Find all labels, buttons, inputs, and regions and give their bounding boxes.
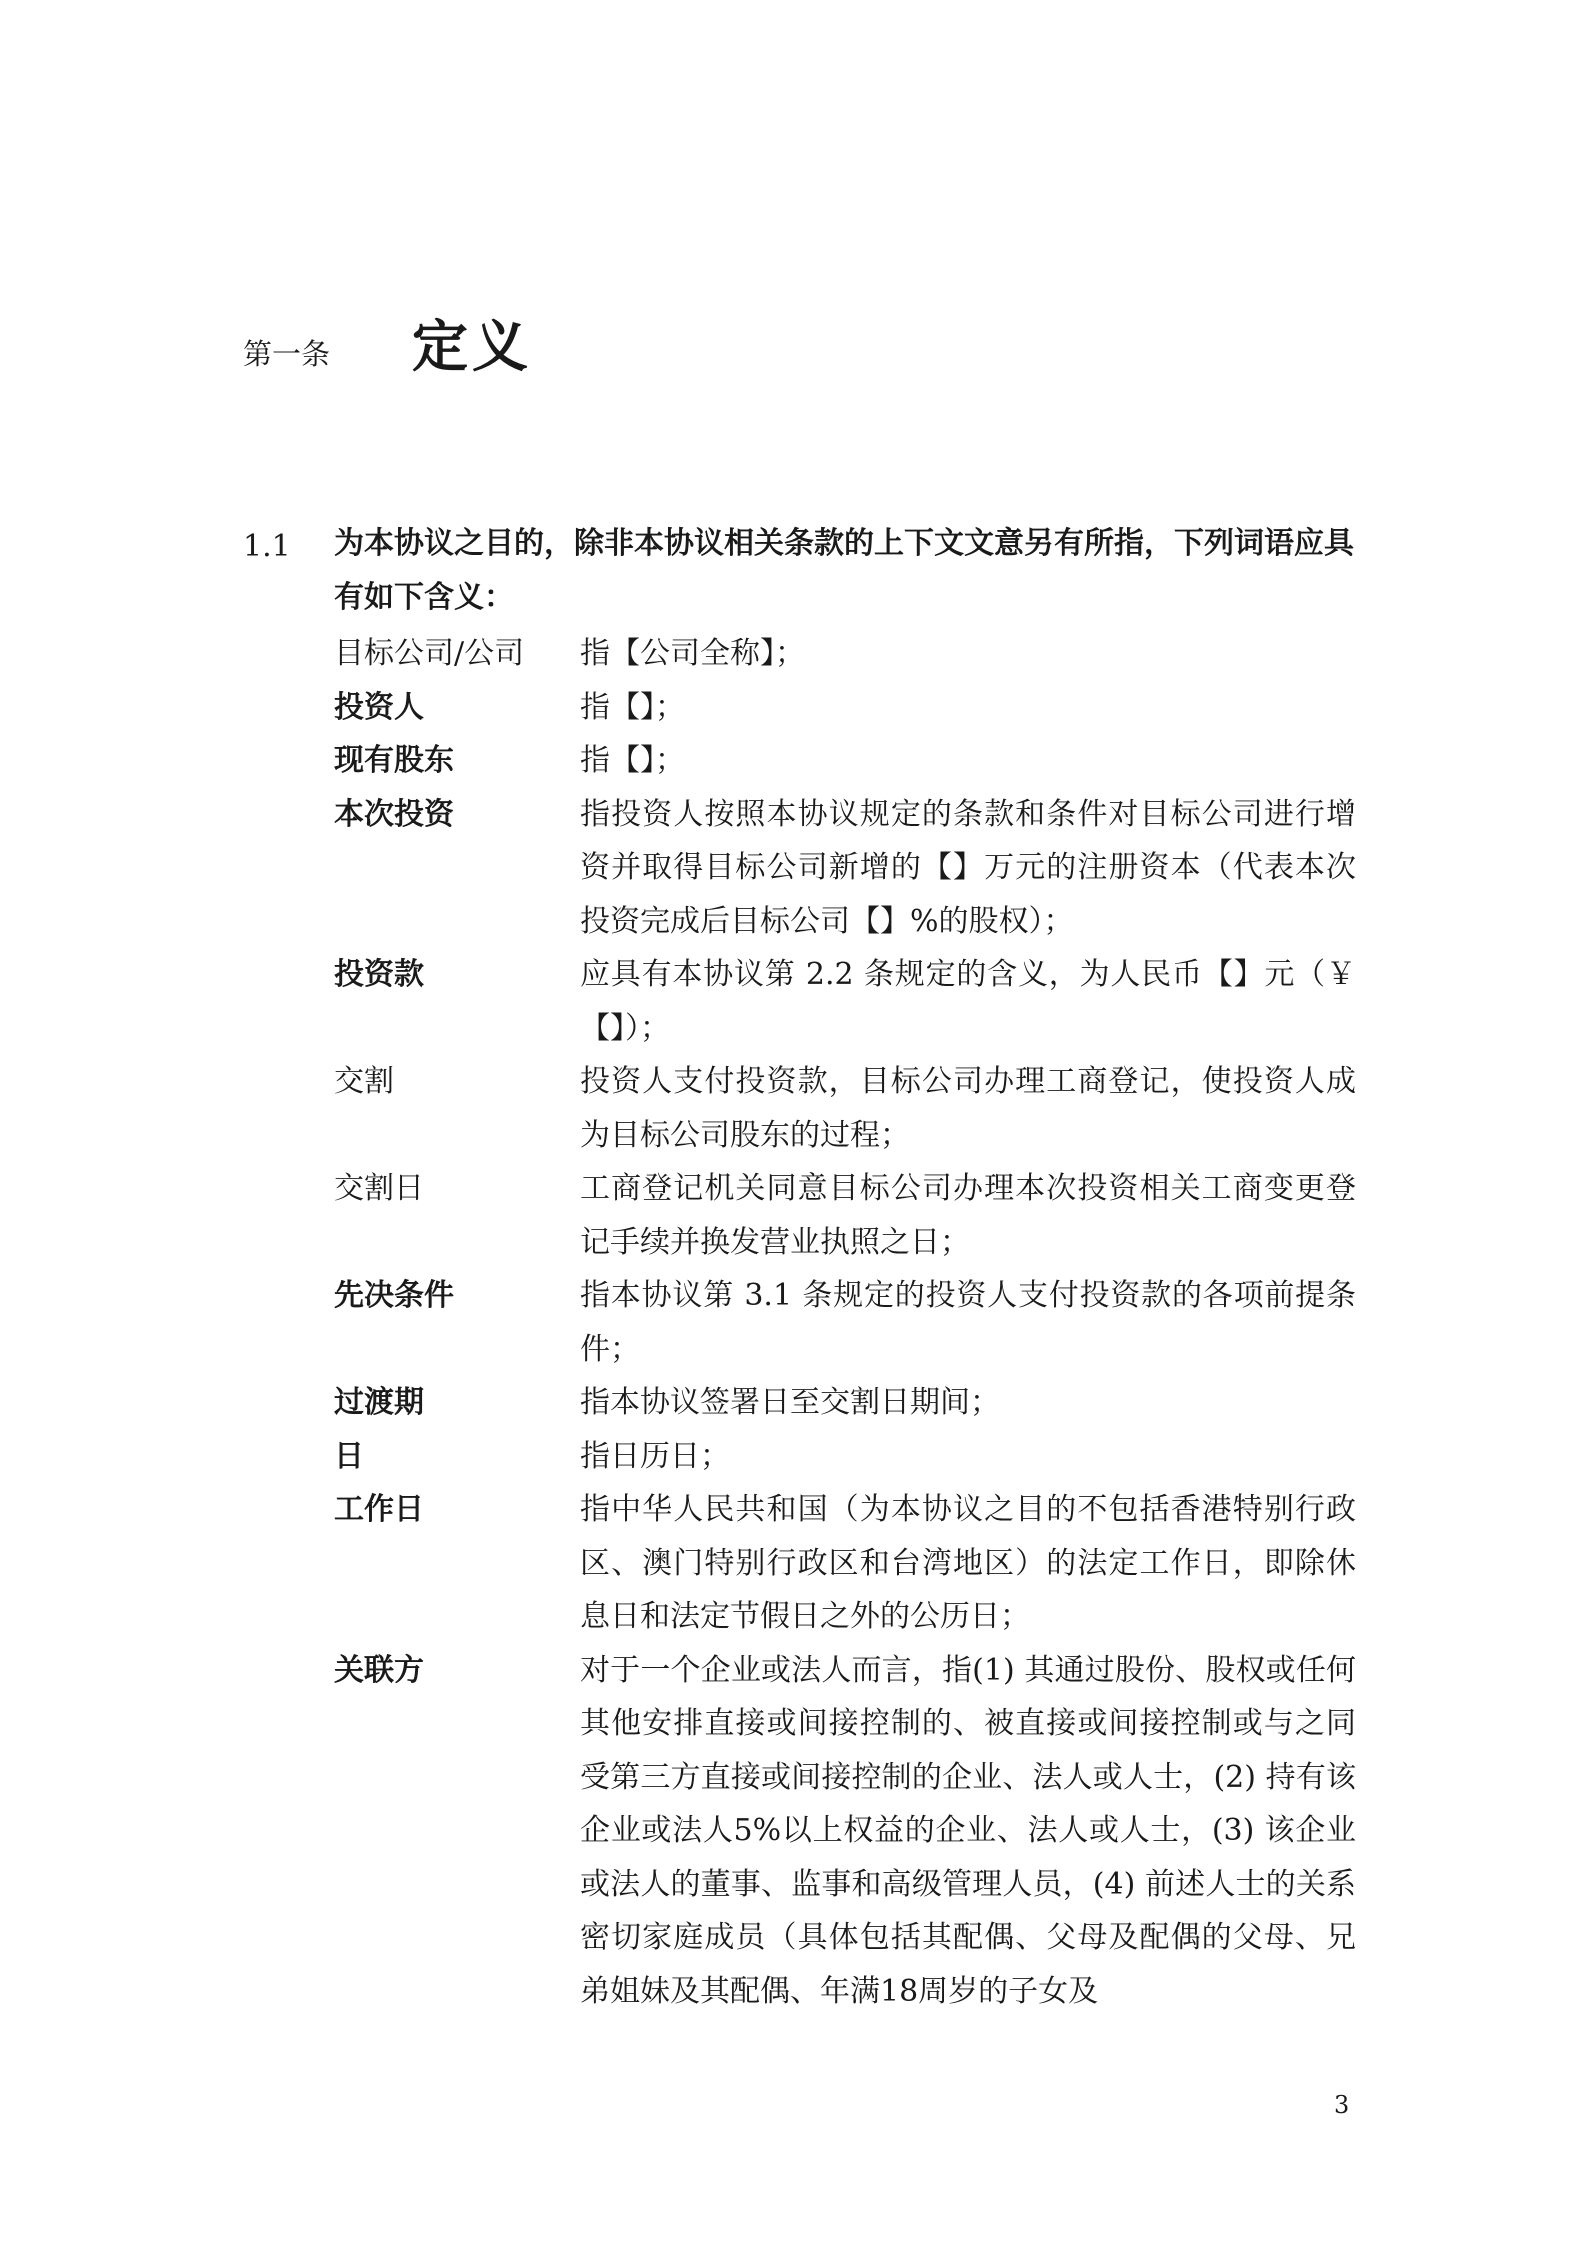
definition-text: 投资人支付投资款，目标公司办理工商登记，使投资人成为目标公司股东的过程； [580, 1064, 1356, 1153]
definition-row [334, 1430, 1356, 1484]
definition-text: 指【】； [580, 743, 685, 778]
definition-term: 投资款 [334, 957, 424, 992]
definitions-list [334, 627, 1356, 2018]
definition-row [334, 1162, 1356, 1269]
definition-term: 关联方 [334, 1652, 424, 1688]
definition-text: 指【公司全称】； [580, 636, 805, 671]
definition-row [334, 1055, 1356, 1162]
article-title: 定义 [412, 315, 532, 380]
definition-term: 过渡期 [334, 1385, 424, 1420]
definition-text: 指中华人民共和国（为本协议之目的不包括香港特别行政区、澳门特别行政区和台湾地区）的法定工作日，即除休息日和法定节假日之外的公历日； [580, 1492, 1356, 1634]
definition-text: 指日历日； [580, 1438, 730, 1474]
definition-row [334, 1376, 1356, 1430]
definition-text: 指本协议第 3.1 条规定的投资人支付投资款的各项前提条件； [580, 1278, 1356, 1367]
definition-row [334, 1483, 1356, 1644]
definition-term: 投资人 [334, 689, 424, 725]
definition-text: 指【】； [580, 689, 685, 725]
definition-row [334, 734, 1356, 788]
definition-row [334, 788, 1356, 949]
definition-term: 交割日 [334, 1171, 424, 1206]
definition-term: 现有股东 [334, 743, 454, 778]
definition-row [334, 627, 1356, 681]
definition-term: 先决条件 [334, 1278, 454, 1313]
definition-row [334, 1269, 1356, 1376]
definition-row [334, 948, 1356, 1055]
section-number: 1.1 [243, 529, 291, 564]
section-intro: 为本协议之目的，除非本协议相关条款的上下文文意另有所指，下列词语应具有如下含义： [334, 526, 1354, 615]
definition-text: 指本协议签署日至交割日期间； [580, 1385, 1000, 1420]
definition-term: 工作日 [334, 1492, 424, 1527]
definition-text: 指投资人按照本协议规定的条款和条件对目标公司进行增资并取得目标公司新增的【】万元的注册资本（代表本次投资完成后目标公司【】%的股权）； [580, 796, 1356, 939]
definition-row [334, 1644, 1356, 2019]
definition-text: 应具有本协议第 2.2 条规定的含义，为人民币【】元（￥【】）； [580, 957, 1356, 1046]
page-number: 3 [1334, 2091, 1350, 2119]
definition-term: 日 [334, 1438, 364, 1474]
article-label: 第一条 [243, 337, 331, 371]
definition-term: 交割 [334, 1064, 394, 1099]
definition-row [334, 681, 1356, 735]
definition-term: 目标公司/公司 [334, 636, 525, 671]
definition-text: 对于一个企业或法人而言，指(1) 其通过股份、股权或任何其他安排直接或间接控制的、被直接或间接控制或与之同受第三方直接或间接控制的企业、法人或人士，(2) 持有该企业或法人5%以上权益的企业、法人或人士，(3) 该企业或法人的董事、监事和高级管理人员，(4) 前述人士的关系密切家庭成员（具体包括其配偶、父母及配偶的父母、兄弟姐妹及其配偶、年满18周岁的子女及 [580, 1652, 1356, 2009]
definition-text: 工商登记机关同意目标公司办理本次投资相关工商变更登记手续并换发营业执照之日； [580, 1171, 1356, 1260]
definition-term: 本次投资 [334, 796, 454, 832]
